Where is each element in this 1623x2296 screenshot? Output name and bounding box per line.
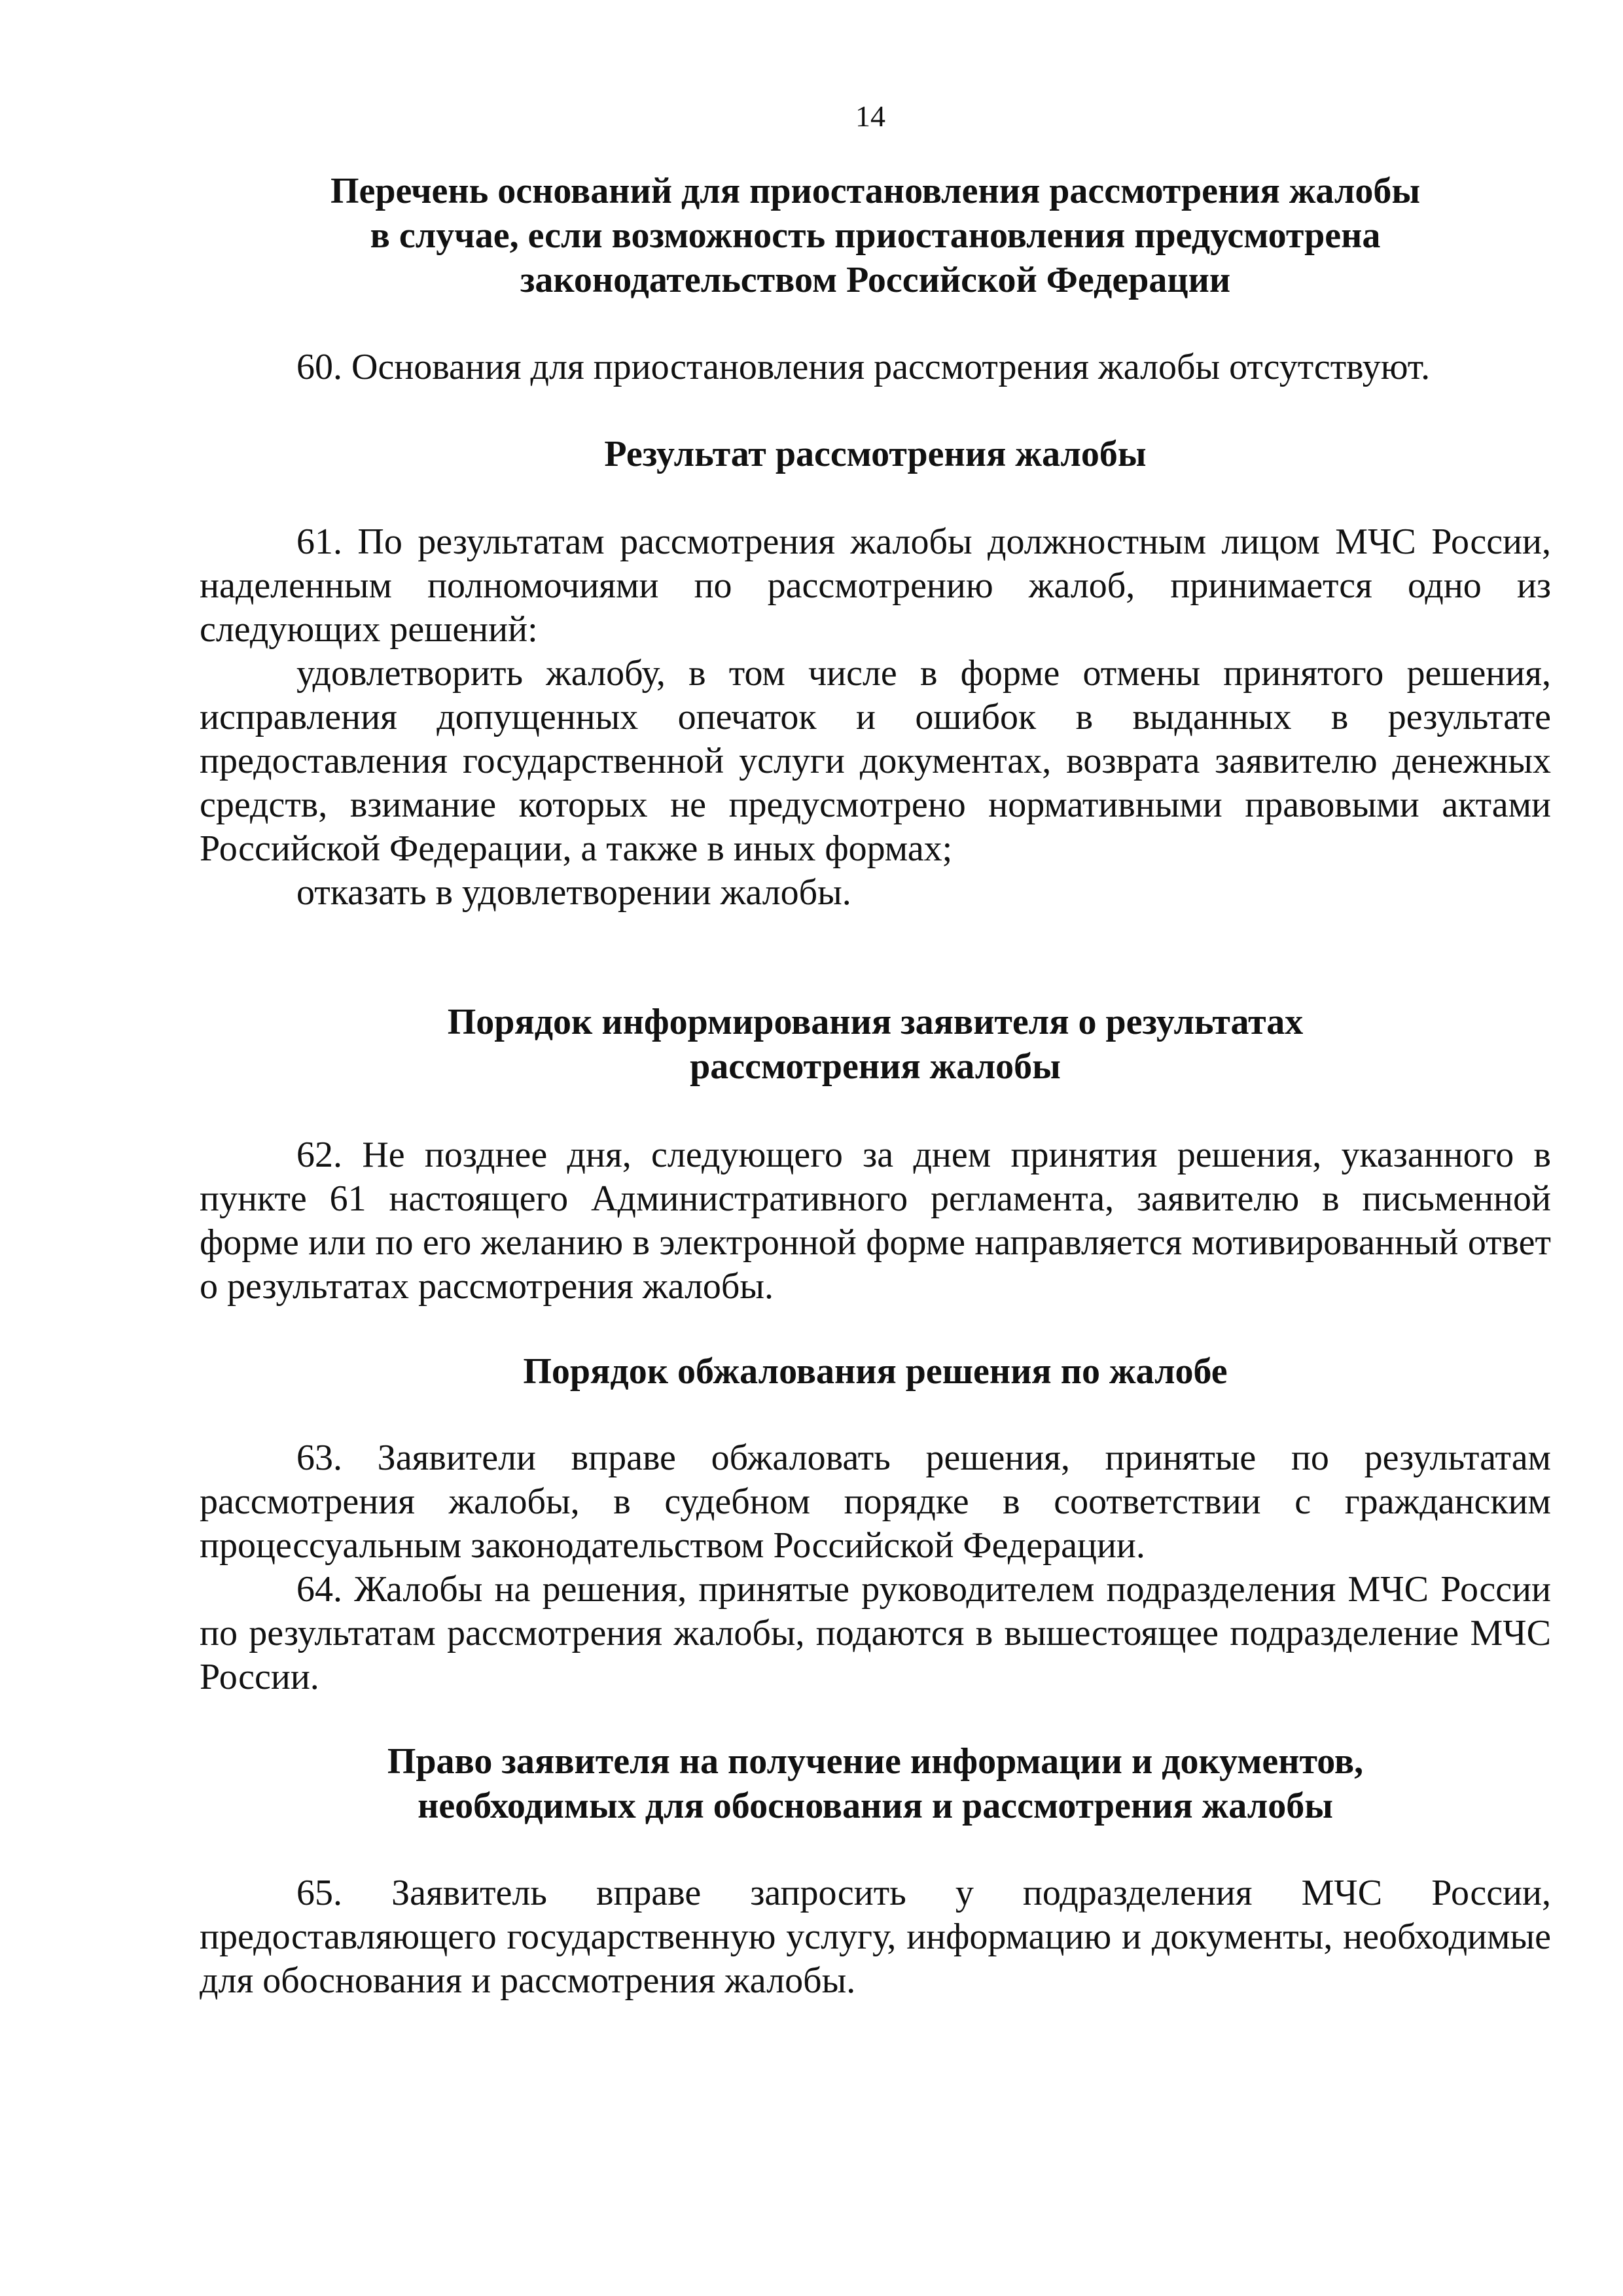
heading-line: Порядок обжалования решения по жалобе xyxy=(523,1351,1228,1392)
section-heading xyxy=(200,1739,1551,1828)
paragraph-65: 65. Заявитель вправе запросить у подразделения МЧС России, предоставляющего государственную услугу, информацию и документы, необходимые для обоснования и рассмотрения жалобы. xyxy=(200,1873,1551,2001)
paragraph-group xyxy=(200,345,1551,389)
paragraph-60: 60. Основания для приостановления рассмотрения жалобы отсутствуют. xyxy=(296,347,1431,387)
section-heading xyxy=(200,169,1551,302)
heading-line: Порядок информирования заявителя о результатах xyxy=(447,1002,1304,1042)
paragraph-option-satisfy: удовлетворить жалобу, в том числе в форме отмены принятого решения, исправления допущенных опечаток и ошибок в выданных в результате предоставления государственной услуги документах, возврата заявителю денежных средств, взимание которых не предусмотрено нормативными правовыми актами Российской Федерации, а также в иных формах; xyxy=(200,653,1551,869)
heading-line: рассмотрения жалобы xyxy=(690,1046,1061,1087)
heading-line: Право заявителя на получение информации и документов, xyxy=(387,1741,1364,1782)
section-informing xyxy=(200,1000,1551,1089)
page-number: 14 xyxy=(855,99,885,133)
section-heading xyxy=(200,432,1551,476)
paragraph-group xyxy=(200,1871,1551,2003)
heading-line: в случае, если возможность приостановления предусмотрена xyxy=(370,215,1381,256)
section-suspension xyxy=(200,169,1551,302)
section-right-to-info xyxy=(200,1739,1551,1828)
section-heading xyxy=(200,1349,1551,1394)
paragraph-63: 63. Заявители вправе обжаловать решения, принятые по результатам рассмотрения жалобы, в судебном порядке в соответствии с гражданским процессуальным законодательством Российской Федерации. xyxy=(200,1438,1551,1566)
heading-line: необходимых для обоснования и рассмотрения жалобы xyxy=(418,1786,1333,1826)
section-heading xyxy=(200,1000,1551,1089)
paragraph-group xyxy=(200,1133,1551,1309)
heading-line: законодательством Российской Федерации xyxy=(520,260,1231,300)
heading-line: Перечень оснований для приостановления рассмотрения жалобы xyxy=(330,171,1421,211)
paragraph-62: 62. Не позднее дня, следующего за днем принятия решения, указанного в пункте 61 настоящего Административного регламента, заявителю в письменной форме или по его желанию в электронной форме направляется мотивированный ответ о результатах рассмотрения жалобы. xyxy=(200,1135,1551,1307)
section-appeal xyxy=(200,1349,1551,1394)
paragraph-61: 61. По результатам рассмотрения жалобы должностным лицом МЧС России, наделенным полномочиями по рассмотрению жалоб, принимается одно из следующих решений: xyxy=(200,521,1551,650)
paragraph-option-refuse: отказать в удовлетворении жалобы. xyxy=(296,872,851,913)
section-result xyxy=(200,432,1551,476)
paragraph-group xyxy=(200,1436,1551,1699)
paragraph-64: 64. Жалобы на решения, принятые руководителем подразделения МЧС России по результатам рассмотрения жалобы, подаются в вышестоящее подразделение МЧС России. xyxy=(200,1569,1551,1697)
heading-line: Результат рассмотрения жалобы xyxy=(604,434,1147,474)
paragraph-group xyxy=(200,520,1551,915)
